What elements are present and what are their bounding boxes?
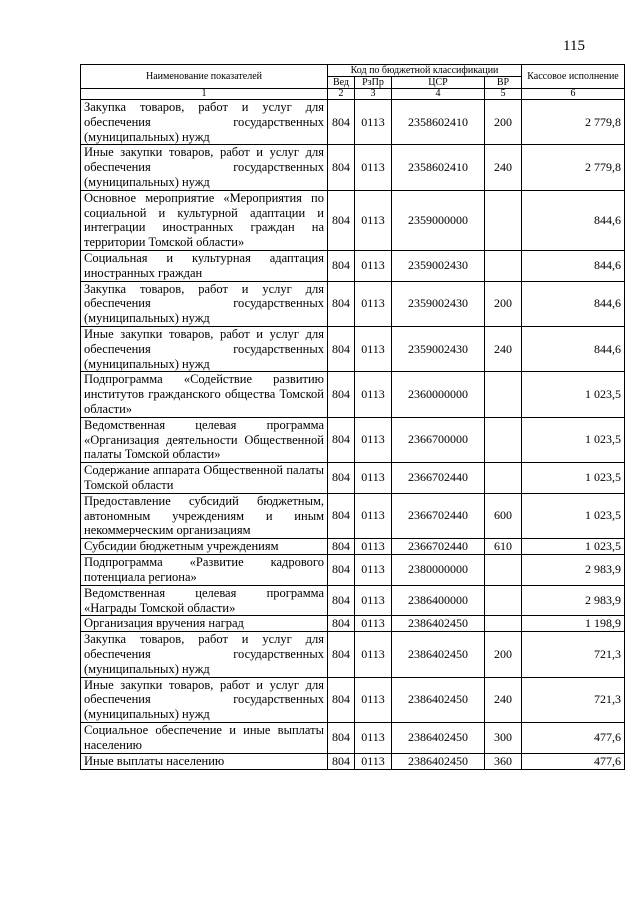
row-vr: 610 [485,539,522,555]
row-name: Иные выплаты населению [81,753,328,769]
row-ved: 804 [328,493,355,538]
table-row [81,753,625,769]
table-row [81,632,625,677]
row-amount: 1 023,5 [522,417,625,462]
row-rzpr: 0113 [355,250,392,281]
row-vr: 200 [485,281,522,326]
row-csr: 2359002430 [392,250,485,281]
row-name: Содержание аппарата Общественной палаты Томской области [81,463,328,494]
row-name: Подпрограмма «Содействие развитию институтов гражданского общества Томской области» [81,372,328,417]
row-csr: 2366700000 [392,417,485,462]
row-csr: 2386402450 [392,723,485,754]
row-amount: 1 023,5 [522,463,625,494]
row-rzpr: 0113 [355,326,392,371]
row-csr: 2386402450 [392,616,485,632]
row-rzpr: 0113 [355,145,392,190]
row-amount: 2 983,9 [522,585,625,616]
row-name: Субсидии бюджетным учреждениям [81,539,328,555]
row-ved: 804 [328,417,355,462]
row-ved: 804 [328,723,355,754]
row-name: Социальное обеспечение и иные выплаты населению [81,723,328,754]
row-vr [485,463,522,494]
column-number: 3 [355,89,392,100]
table-row [81,145,625,190]
row-ved: 804 [328,753,355,769]
table-row [81,585,625,616]
row-name: Социальная и культурная адаптация иностранных граждан [81,250,328,281]
row-name: Закупка товаров, работ и услуг для обеспечения государственных (муниципальных) нужд [81,100,328,145]
row-rzpr: 0113 [355,539,392,555]
row-csr: 2386402450 [392,677,485,722]
row-ved: 804 [328,585,355,616]
row-amount: 844,6 [522,326,625,371]
row-rzpr: 0113 [355,100,392,145]
row-rzpr: 0113 [355,463,392,494]
column-number: 4 [392,89,485,100]
row-vr: 360 [485,753,522,769]
table-row [81,372,625,417]
row-name: Подпрограмма «Развитие кадрового потенциала региона» [81,555,328,586]
budget-table [80,64,625,770]
row-amount: 477,6 [522,723,625,754]
row-ved: 804 [328,250,355,281]
row-name: Организация вручения наград [81,616,328,632]
row-rzpr: 0113 [355,753,392,769]
page-number: 115 [563,38,585,54]
table-row [81,326,625,371]
row-rzpr: 0113 [355,723,392,754]
row-ved: 804 [328,539,355,555]
header-csr: ЦСР [392,77,485,89]
row-amount: 477,6 [522,753,625,769]
row-csr: 2360000000 [392,372,485,417]
column-number: 1 [81,89,328,100]
row-name: Ведомственная целевая программа «Организация деятельности Общественной палаты Томской области» [81,417,328,462]
row-name: Ведомственная целевая программа «Награды Томской области» [81,585,328,616]
row-ved: 804 [328,145,355,190]
row-ved: 804 [328,616,355,632]
row-amount: 1 023,5 [522,372,625,417]
row-amount: 1 198,9 [522,616,625,632]
row-vr [485,616,522,632]
row-rzpr: 0113 [355,555,392,586]
column-number-row [81,89,625,100]
table-row [81,493,625,538]
column-number: 6 [522,89,625,100]
row-amount: 844,6 [522,190,625,250]
table-row [81,281,625,326]
row-vr [485,372,522,417]
row-name: Иные закупки товаров, работ и услуг для обеспечения государственных (муниципальных) нужд [81,677,328,722]
header-vr: ВР [485,77,522,89]
row-csr: 2366702440 [392,539,485,555]
row-rzpr: 0113 [355,632,392,677]
table-row [81,539,625,555]
table-row [81,417,625,462]
row-csr: 2358602410 [392,145,485,190]
row-vr [485,417,522,462]
row-name: Основное мероприятие «Мероприятия по социальной и культурной адаптации и интеграции иностранных граждан на территории Томской области» [81,190,328,250]
row-rzpr: 0113 [355,493,392,538]
row-ved: 804 [328,555,355,586]
row-csr: 2359002430 [392,281,485,326]
table-row [81,463,625,494]
column-number: 5 [485,89,522,100]
row-vr [485,190,522,250]
row-rzpr: 0113 [355,585,392,616]
row-vr [485,250,522,281]
row-name: Иные закупки товаров, работ и услуг для обеспечения государственных (муниципальных) нужд [81,326,328,371]
row-csr: 2386400000 [392,585,485,616]
row-csr: 2366702440 [392,463,485,494]
row-ved: 804 [328,281,355,326]
row-rzpr: 0113 [355,372,392,417]
row-vr: 200 [485,632,522,677]
table-row [81,250,625,281]
header-rzpr: РзПр [355,77,392,89]
row-vr: 240 [485,677,522,722]
row-csr: 2359002430 [392,326,485,371]
row-amount: 2 779,8 [522,100,625,145]
table-row [81,723,625,754]
row-csr: 2359000000 [392,190,485,250]
header-name: Наименование показателей [81,65,328,89]
row-vr: 200 [485,100,522,145]
row-rzpr: 0113 [355,417,392,462]
row-name: Закупка товаров, работ и услуг для обеспечения государственных (муниципальных) нужд [81,632,328,677]
row-amount: 844,6 [522,250,625,281]
row-vr: 300 [485,723,522,754]
row-ved: 804 [328,463,355,494]
row-amount: 2 779,8 [522,145,625,190]
header-cash-execution: Кассовое исполнение [522,65,625,89]
header-ved: Вед [328,77,355,89]
row-vr: 240 [485,145,522,190]
row-vr [485,555,522,586]
row-name: Иные закупки товаров, работ и услуг для обеспечения государственных (муниципальных) нужд [81,145,328,190]
row-ved: 804 [328,372,355,417]
table-row [81,100,625,145]
table-row [81,616,625,632]
row-amount: 844,6 [522,281,625,326]
row-ved: 804 [328,326,355,371]
column-number: 2 [328,89,355,100]
row-name: Закупка товаров, работ и услуг для обеспечения государственных (муниципальных) нужд [81,281,328,326]
header-code-group: Код по бюджетной классификации [328,65,522,77]
row-rzpr: 0113 [355,616,392,632]
row-amount: 1 023,5 [522,539,625,555]
table-row [81,190,625,250]
row-amount: 721,3 [522,677,625,722]
row-csr: 2386402450 [392,632,485,677]
row-name: Предоставление субсидий бюджетным, автономным учреждениям и иным некоммерческим организациям [81,493,328,538]
row-ved: 804 [328,632,355,677]
table-row [81,555,625,586]
row-vr [485,585,522,616]
row-csr: 2358602410 [392,100,485,145]
row-vr: 600 [485,493,522,538]
row-ved: 804 [328,190,355,250]
row-ved: 804 [328,677,355,722]
row-ved: 804 [328,100,355,145]
row-csr: 2386402450 [392,753,485,769]
row-vr: 240 [485,326,522,371]
row-csr: 2380000000 [392,555,485,586]
table-row [81,677,625,722]
row-rzpr: 0113 [355,677,392,722]
row-amount: 1 023,5 [522,493,625,538]
row-amount: 2 983,9 [522,555,625,586]
row-csr: 2366702440 [392,493,485,538]
row-amount: 721,3 [522,632,625,677]
row-rzpr: 0113 [355,281,392,326]
row-rzpr: 0113 [355,190,392,250]
